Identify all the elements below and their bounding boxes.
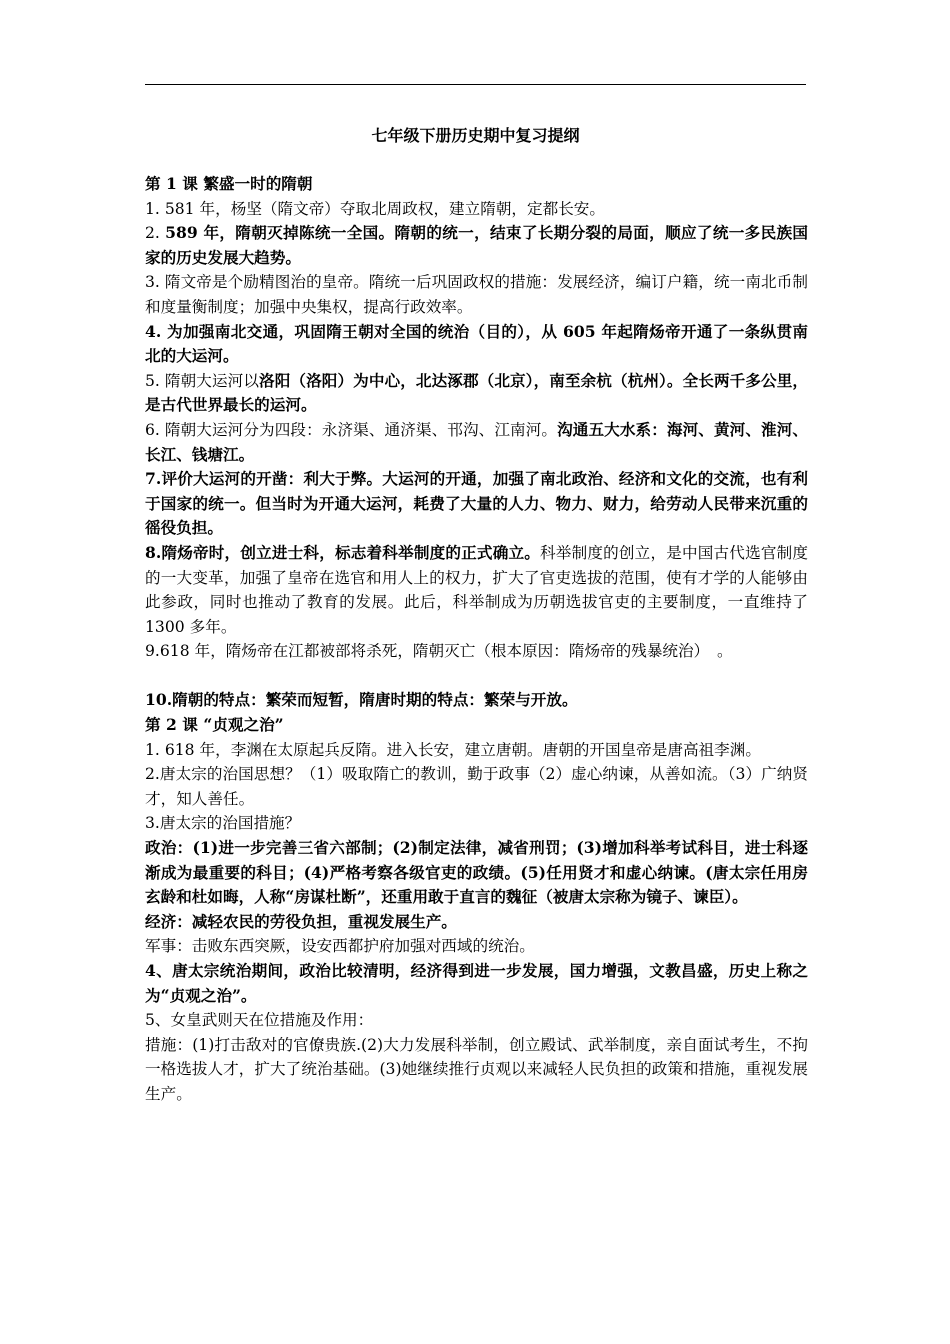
text-run: 2.唐太宗的治国思想？（1）吸取隋亡的教训，勤于政事（2）虚心纳谏，从善如流。（3）广纳贤才，知人善任。	[145, 765, 808, 808]
paragraph	[145, 467, 808, 541]
bold-text-run: 10.隋朝的特点：繁荣而短暂，隋唐时期的特点：繁荣与开放。	[145, 690, 578, 710]
paragraph	[145, 197, 808, 222]
header-rule	[145, 84, 806, 85]
bold-text-run: 政治：(1)进一步完善三省六部制；(2)制定法律，减省刑罚；(3)增加科举考试科目，进士科逐渐成为最重要的科目；(4)严格考察各级官吏的政绩。(5)任用贤才和虚心纳谏。(唐太宗任用房玄龄和杜如晦，人称“房谋杜断”，还重用敢于直言的魏征（被唐太宗称为镜子、谏臣）。	[145, 838, 808, 907]
text-run: 5、女皇武则天在位措施及作用：	[145, 1011, 374, 1030]
paragraph	[145, 959, 808, 1008]
text-run: 措施：(1)打击敌对的官僚贵族.(2)大力发展科举制，创立殿试、武举制度，亲自面试考生，不拘一格选拔人才，扩大了统治基础。(3)她继续推行贞观以来减轻人民负担的政策和措施，重视发展生产。	[145, 1035, 808, 1103]
bold-text-run: 第 1 课 繁盛一时的隋朝	[145, 174, 313, 193]
paragraph	[145, 811, 808, 836]
paragraph	[145, 541, 808, 639]
text-run: 6. 隋朝大运河分为四段：永济渠、通济渠、邗沟、江南河。	[145, 420, 558, 439]
text-run: 5. 隋朝大运河以	[145, 371, 260, 390]
paragraph	[145, 688, 808, 713]
paragraph	[145, 270, 808, 319]
bold-text-run: 4、唐太宗统治期间，政治比较清明，经济得到进一步发展，国力增强，文教昌盛，历史上称之为“贞观之治”。	[145, 961, 808, 1005]
bold-text-run: 8.隋炀帝时，创立进士科，标志着科举制度的正式确立。	[145, 542, 541, 562]
paragraph	[145, 1008, 808, 1033]
paragraph	[145, 762, 808, 811]
paragraph	[145, 738, 808, 763]
paragraph	[145, 713, 808, 738]
document-title: 七年级下册历史期中复习提纲	[371, 126, 580, 145]
text-run: 科举制度的创立，是中国古代选官制度的一大变革，加强了皇帝在选官和用人上的权力，扩大了官吏选拔的范围，使有才学的人能够由此参政，同时也推动了教育的发展。此后，科举制成为历朝选拔官吏的主要制度，一直维持了 1300 多年。	[145, 543, 808, 636]
paragraph	[145, 221, 808, 270]
bold-text-run: 洛阳（洛阳）为中心，北达涿郡（北京），南至余杭（杭州）。全长两千多公里，是古代世界最长的运河。	[145, 370, 808, 415]
paragraph	[145, 418, 808, 467]
document-body	[145, 172, 808, 1107]
bold-text-run: 沟通五大水系：海河、黄河、淮河、长江、钱塘江。	[145, 419, 808, 464]
text-run: 1. 581 年，杨坚（隋文帝）夺取北周政权，建立隋朝，定都长安。	[145, 199, 605, 218]
paragraph	[145, 639, 808, 664]
bold-text-run: 7.评价大运河的开凿：利大于弊。大运河的开通，加强了南北政治、经济和文化的交流，也有利于国家的统一。但当时为开通大运河，耗费了大量的人力、物力、财力，给劳动人民带来沉重的徭役负担。	[145, 469, 808, 538]
bold-text-run: 589 年，隋朝灭掉陈统一全国。隋朝的统一，结束了长期分裂的局面，顺应了统一多民族国家的历史发展大趋势。	[145, 223, 809, 267]
paragraph	[145, 172, 808, 197]
paragraph	[145, 1033, 808, 1107]
text-run: 1. 618 年，李渊在太原起兵反隋。进入长安，建立唐朝。唐朝的开国皇帝是唐高祖李渊。	[145, 740, 761, 759]
paragraph	[145, 320, 808, 369]
bold-text-run: 第 2 课 “贞观之治”	[145, 715, 284, 735]
text-run: 9.618 年，隋炀帝在江都被部将杀死，隋朝灭亡（根本原因：隋炀帝的残暴统治） 。	[145, 642, 733, 661]
text-run: 2.	[145, 224, 166, 243]
bold-text-run: 4. 为加强南北交通，巩固隋王朝对全国的统治（目的），从 605 年起隋炀帝开通了一条纵贯南北的大运河。	[145, 321, 808, 366]
paragraph	[145, 369, 808, 418]
paragraph	[145, 934, 808, 959]
text-run: 军事：击败东西突厥，设安西都护府加强对西域的统治。	[145, 937, 535, 956]
paragraph	[145, 836, 808, 910]
text-run: 3. 隋文帝是个励精图治的皇帝。隋统一后巩固政权的措施：发展经济，编订户籍，统一南北币制和度量衡制度；加强中央集权，提高行政效率。	[145, 273, 808, 316]
bold-text-run: 经济：减轻农民的劳役负担，重视发展生产。	[145, 911, 457, 931]
paragraph	[145, 910, 808, 935]
text-run: 3.唐太宗的治国措施？	[145, 814, 301, 833]
